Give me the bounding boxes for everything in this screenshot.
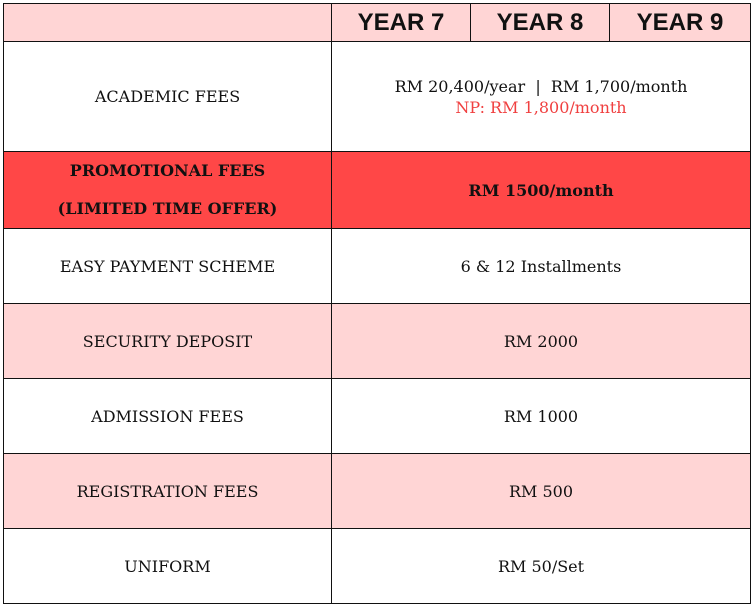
header-corner-cell [4,4,332,42]
security-deposit-value: RM 2000 [332,304,751,379]
admission-fees-label: ADMISSION FEES [4,379,332,454]
row-academic-fees [4,42,751,152]
academic-fees-value: RM 20,400/year | RM 1,700/month [394,76,688,96]
header-year-7: YEAR 7 [332,4,471,42]
promotional-fees-offer-label: (LIMITED TIME OFFER) [57,199,278,218]
promotional-fees-value: RM 1500/month [332,152,751,229]
row-easy-payment [4,229,751,304]
admission-fees-value: RM 1000 [332,379,751,454]
academic-fees-label: ACADEMIC FEES [4,42,332,152]
row-promotional-fees [4,152,751,229]
promotional-fees-label-cell [4,152,332,229]
row-security-deposit [4,304,751,379]
easy-payment-value: 6 & 12 Installments [332,229,751,304]
fee-table [3,3,751,604]
academic-fees-value-cell [332,42,751,152]
registration-fees-label: REGISTRATION FEES [4,454,332,529]
uniform-label: UNIFORM [4,529,332,604]
promotional-fees-label: PROMOTIONAL FEES [69,161,266,180]
header-year-9: YEAR 9 [610,4,751,42]
row-registration-fees [4,454,751,529]
row-uniform [4,529,751,604]
security-deposit-label: SECURITY DEPOSIT [4,304,332,379]
easy-payment-label: EASY PAYMENT SCHEME [4,229,332,304]
row-admission-fees [4,379,751,454]
header-row [4,4,751,42]
registration-fees-value: RM 500 [332,454,751,529]
header-year-8: YEAR 8 [471,4,610,42]
uniform-value: RM 50/Set [332,529,751,604]
academic-fees-np-note: NP: RM 1,800/month [455,97,627,117]
